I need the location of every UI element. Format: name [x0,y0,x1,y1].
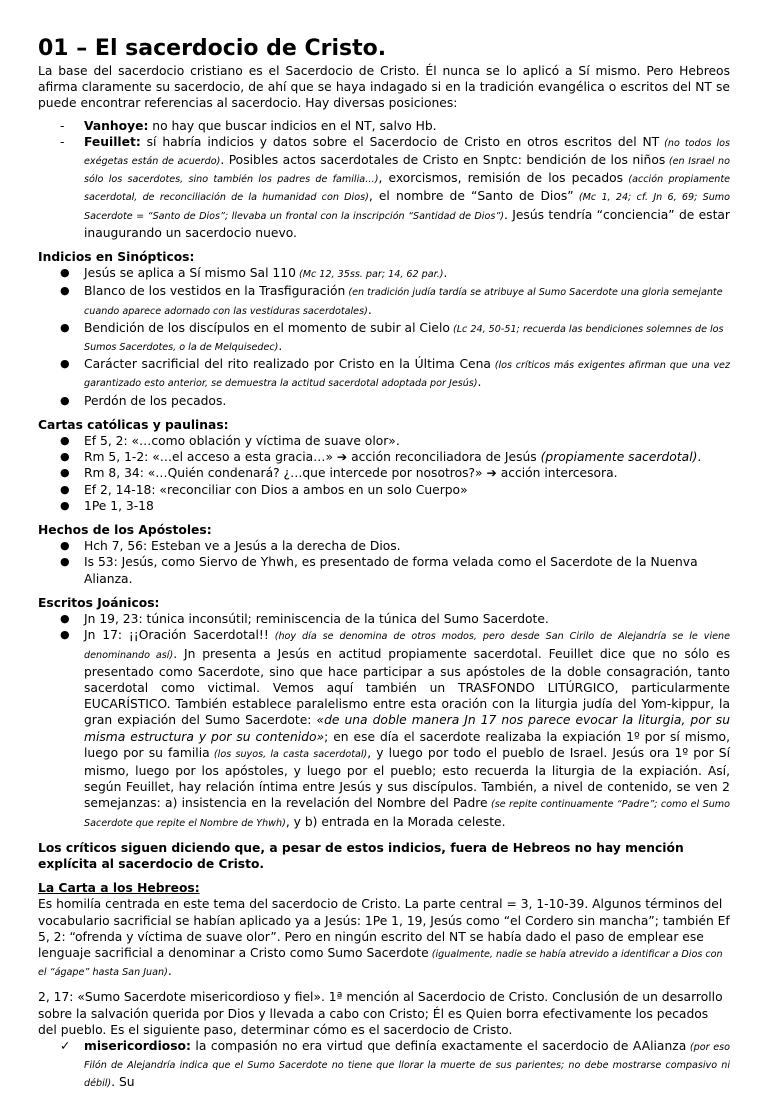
bullet-icon: ● [60,434,70,448]
bullet-icon: ● [60,498,70,512]
list-item: ● Jn 19, 23: túnica inconsútil; reminiscencia de la túnica del Sumo Sacerdote. [60,612,549,627]
dash-marker: - [60,118,65,133]
section-heading-hechos: Hechos de los Apóstoles: [38,523,212,538]
bullet-icon: ● [60,539,70,553]
page-title: 01 – El sacerdocio de Cristo. [38,36,387,61]
cartas-list [38,433,730,514]
list-item: ● Bendición de los discípulos en el momento de subir al Cielo (Lc 24, 50-51; recuerda las bendiciones solemnes de los Sumos Sacerdotes, o la de Melquisedec). [60,320,724,354]
dash-marker: - [60,134,65,149]
bullet-icon: ● [60,482,70,496]
list-item: ✓ misericordioso: la compasión no era virtud que definía exactamente el sacerdocio de AAlianza (por eso Filón de Alejandría indica que el Sumo Sacerdote no tiene que llorar la muerte de sus parientes; no debe mostrarse compasivo ni débil). Su [60,1038,730,1090]
bullet-icon: ● [60,266,70,280]
list-item: ● Rm 5, 1-2: «…el acceso a esta gracia…» ➔ acción reconciliadora de Jesús (propiamente sacerdotal). [60,450,702,465]
list-item: ● Hch 7, 56: Esteban ve a Jesús a la derecha de Dios. [60,539,401,554]
section-heading-hebreos: La Carta a los Hebreos: [38,881,200,896]
intro-paragraph: La base del sacerdocio cristiano es el Sacerdocio de Cristo. Él nunca se lo aplicó a Sí mismo. Pero Hebreos afirma claramente su sacerdocio, de ahí que se haya indagado si en la tradición evangélica o escritos del NT se puede encontrar referencias al sacerdocio. Hay diversas posiciones: [38,64,730,111]
bullet-icon: ● [60,393,70,407]
section-heading-sinopticos: Indicios en Sinópticos: [38,250,195,265]
bullet-icon: ● [60,357,70,371]
list-item: - Vanhoye: no hay que buscar indicios en el NT, salvo Hb. [60,118,437,133]
list-item: ● Blanco de los vestidos en la Trasfiguración (en tradición judía tardía se atribuye al Sumo Sacerdote una gloria semejante cuando aparece adornado con las vestiduras sacerdotales). [60,284,723,317]
positions-list [38,118,730,241]
bullet-icon: ● [60,628,70,642]
hebreos-paragraph-2: 2, 17: «Sumo Sacerdote misericordioso y fiel». 1ª mención al Sacerdocio de Cristo. Conclusión de un desarrollo sobre la salvación querida por Dios y llevada a cabo con Cristo; Él es Quien borra efectivamente los pecados del pueblo. Es el siguiente paso, determinar cómo es el sacerdocio de Cristo. [38,990,723,1037]
joanicos-list [38,611,730,832]
list-item: ● Carácter sacrificial del rito realizado por Cristo en la Última Cena (los críticos más exigentes afirman que una vez garantizado esto anterior, se demuestra la actitud sacerdotal adoptada por Jesús). [60,357,730,390]
list-item: ● Is 53: Jesús, como Siervo de Yhwh, es presentado de forma velada como el Sacerdote de la Nuenva Alianza. [60,555,698,586]
hebreos-checklist [38,1038,730,1093]
list-item: ● Perdón de los pecados. [60,393,227,408]
section-heading-cartas: Cartas católicas y paulinas: [38,417,229,432]
bullet-icon: ● [60,612,70,626]
bullet-icon: ● [60,320,70,334]
bullet-icon: ● [60,466,70,480]
bullet-icon: ● [60,284,70,298]
hebreos-paragraph-1: Es homilía centrada en este tema del sacerdocio de Cristo. La parte central = 3, 1-10-39. Algunos términos del vocabulario sacrificial se habían aplicado ya a Jesús: 1Pe 1, 19, Jesús como “el Cordero sin mancha”; también Ef 5, 2: “ofrenda y víctima de suave olor”. Pero en ningún escrito del NT se había dado el paso de emplear ese lenguaje sacrificial a denominar a Cristo como Sumo Sacerdote (igualmente, nadie se había atrevido a identificar a Dios con el “ágape” hasta San Juan). [38,897,730,979]
conclusion-paragraph: Los críticos siguen diciendo que, a pesar de estos indicios, fuera de Hebreos no hay mención explícita al sacerdocio de Cristo. [38,840,684,871]
sinopticos-list [38,265,730,409]
list-item: - Feuillet: sí habría indicios y datos sobre el Sacerdocio de Cristo en otros escritos del NT (no todos los exégetas están de acuerdo). Posibles actos sacerdotales de Cristo en Snptc: bendición de los niños (en Israel no sólo los sacerdotes, sino también los padres de familia…), exorcismos, remisión de los pecados (acción propiamente sacerdotal, de reconciliación de la humanidad con Dios), el nombre de “Santo de Dios” (Mc 1, 24; cf. Jn 6, 69; Sumo Sacerdote = “Santo de Dios”; llevaba un frontal con la inscripción “Santidad de Dios”). Jesús tendría “conciencia” de estar inaugurando un sacerdocio nuevo. [60,134,731,240]
checkmark-icon: ✓ [60,1038,71,1053]
bullet-icon: ● [60,555,70,569]
list-item: ● Jn 17: ¡¡Oración Sacerdotal!! (hoy día se denomina de otros modos, pero desde San Cirilo de Alejandría se le viene denominando así). Jn presenta a Jesús en actitud propiamente sacerdotal. Feuillet dice que no sólo es presentado como Sacerdote, sino que hace participar a sus apóstoles de la doble consagración, tanto sacerdotal como victimal. Vemos aquí también un TRASFONDO LITÚRGICO, particularmente EUCARÍSTICO. También establece paralelismo entre esta oración con la liturgia judía del Yom-kippur, la gran expiación del Sumo Sacerdote: «de una doble manera Jn 17 nos parece evocar la liturgia, por su misma estructura y por su contenido»; en ese día el sacerdote realizaba la expiación 1º por sí mismo, luego por su familia (los suyos, la casta sacerdotal), y luego por todo el pueblo de Israel. Jesús ora 1º por Sí mismo, luego por los apóstoles, y luego por el pueblo; esto recuerda la liturgia de la expiación. Así, según Feuillet, hay relación íntima entre Jesús y sus discípulos. También, a nivel de contenido, se ven 2 semejanzas: a) insistencia en la revelación del Nombre del Padre (se repite continuamente “Padre”; como el Sumo Sacerdote que repite el Nombre de Yhwh), y b) entrada en la Morada celeste. [60,628,731,829]
bullet-icon: ● [60,450,70,464]
hechos-list [38,538,730,587]
section-heading-joanicos: Escritos Joánicos: [38,595,160,610]
list-item: ● 1Pe 1, 3-18 [60,498,154,513]
list-item: ● Ef 5, 2: «…como oblación y víctima de suave olor». [60,434,400,449]
list-item: ● Rm 8, 34: «…Quién condenará? ¿…que intercede por nosotros?» ➔ acción intercesora. [60,466,618,481]
list-item: ● Ef 2, 14-18: «reconciliar con Dios a ambos en un solo Cuerpo» [60,482,468,497]
list-item: ● Jesús se aplica a Sí mismo Sal 110 (Mc 12, 35ss. par; 14, 62 par.). [60,266,448,281]
